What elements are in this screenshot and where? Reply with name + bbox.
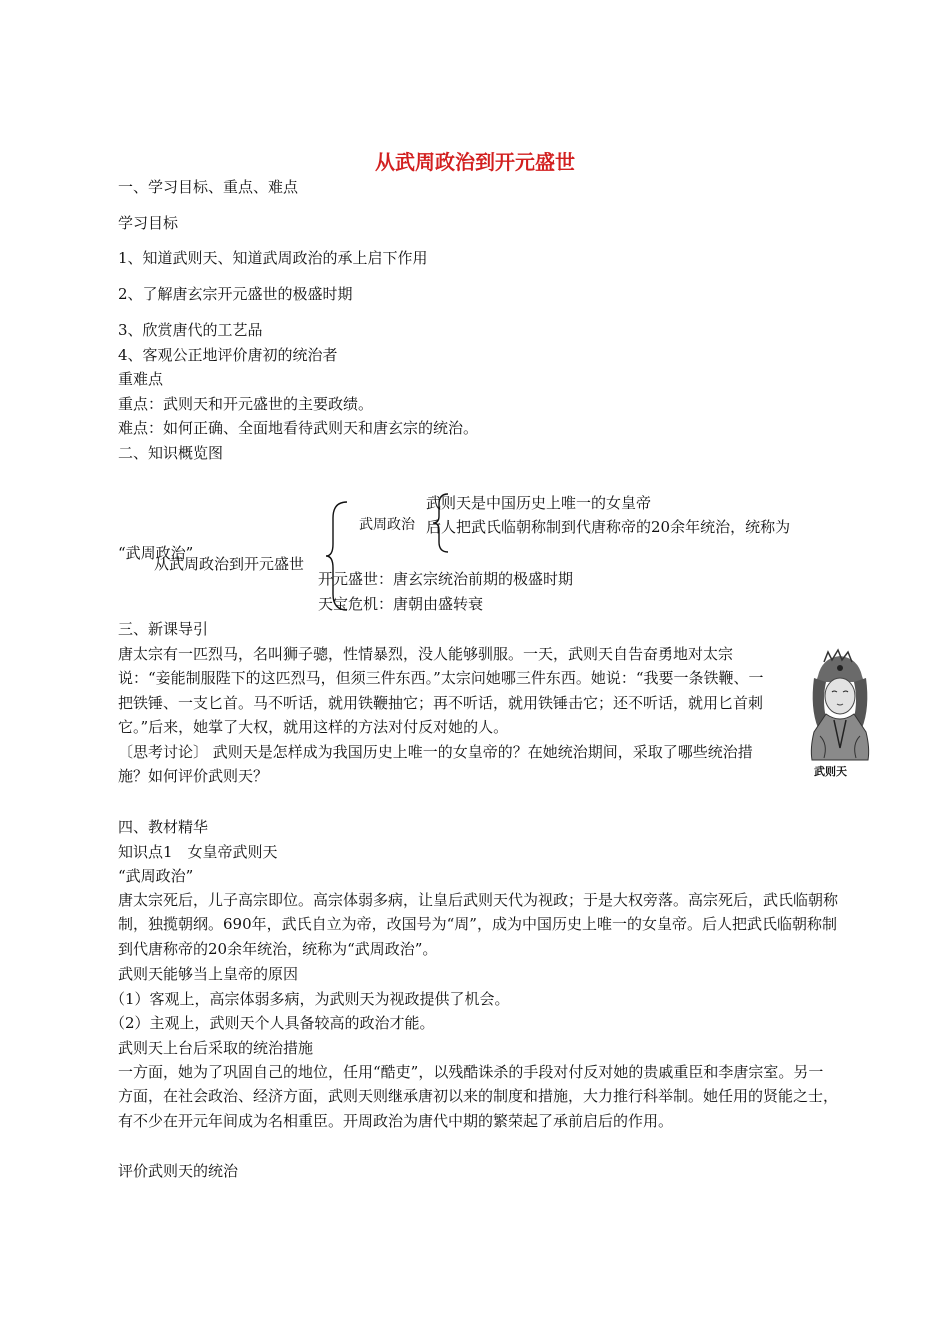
- chart-branch-tianbao: 天宝危机：唐朝由盛转衰: [318, 595, 484, 613]
- chart-branch-kaiyuan: 开元盛世：唐玄宗统治前期的极盛时期: [318, 570, 574, 588]
- section-1-heading: 一、学习目标、重点、难点: [118, 178, 299, 196]
- goal-item-4: 4、客观公正地评价唐初的统治者: [118, 346, 338, 364]
- subheading-wuzhou: “武周政治”: [118, 867, 194, 885]
- chart-leaf-2: 后人把武氏临朝称制到代唐称帝的20余年统治，统称为: [426, 518, 791, 536]
- measures-paragraph: 一方面，她为了巩固自己的地位，任用“酷吏”，以残酷诛杀的手段对付反对她的贵戚重臣和李唐宗室。另一方面，在社会政治、经济方面，武则天则继承唐初以来的制度和措施，大力推行科举制。她任用的贤能之士，有不少在开元年间成为名相重臣。开周政治为唐代中期的繁荣起了承前启后的作用。: [118, 1063, 839, 1130]
- subheading-measures: 武则天上台后采取的统治措施: [118, 1039, 314, 1057]
- intro-story-block: [118, 642, 838, 788]
- goal-item-2: 2、了解唐玄宗开元盛世的极盛时期: [118, 285, 353, 303]
- chart-root: 从武周政治到开元盛世: [154, 555, 305, 573]
- goal-item-1: 1、知道武则天、知道武周政治的承上启下作用: [118, 249, 428, 267]
- measures-paragraph-block: [118, 1060, 838, 1133]
- section-2-heading: 二、知识概览图: [118, 444, 224, 462]
- wuzhou-paragraph-block: [118, 888, 838, 961]
- discussion-question: 〔思考讨论〕 武则天是怎样成为我国历史上唯一的女皇帝的？在她统治期间，采取了哪些统治措施？如何评价武则天？: [118, 742, 753, 786]
- key-point: 重点：武则天和开元盛世的主要政绩。: [118, 395, 374, 413]
- goals-label: 学习目标: [118, 214, 179, 232]
- subheading-evaluation: 评价武则天的统治: [118, 1162, 239, 1180]
- chart-branch-wuzhou: 武周政治: [359, 517, 415, 533]
- difficult-point: 难点：如何正确、全面地看待武则天和唐玄宗的统治。: [118, 419, 479, 437]
- page-title: 从武周政治到开元盛世: [375, 150, 575, 174]
- section-3-heading: 三、新课导引: [118, 620, 209, 638]
- reason-2: （2）主观上，武则天个人具备较高的政治才能。: [110, 1014, 435, 1032]
- portrait-caption: 武则天: [814, 765, 847, 778]
- wuzhou-paragraph: 唐太宗死后，儿子高宗即位。高宗体弱多病，让皇后武则天代为视政；于是大权旁落。高宗死后，武氏临朝称制，独揽朝纲。690年，武氏自立为帝，改国号为“周”，成为中国历史上唯一的女皇帝。后人把武氏临朝称制到代唐称帝的20余年统治，统称为“武周政治”。: [118, 891, 839, 958]
- goal-item-3: 3、欣赏唐代的工艺品: [118, 321, 263, 339]
- chart-leaf-1: 武则天是中国历史上唯一的女皇帝: [426, 494, 652, 512]
- subheading-reasons: 武则天能够当上皇帝的原因: [118, 965, 299, 983]
- reason-1: （1）客观上，高宗体弱多病，为武则天为视政提供了机会。: [110, 990, 510, 1008]
- chart-leaf-2-continued: “武周政治”: [118, 544, 194, 562]
- wu-zetian-portrait: [804, 648, 876, 782]
- section-4-heading: 四、教材精华: [118, 818, 209, 836]
- key-label: 重难点: [118, 370, 164, 388]
- intro-story: 唐太宗有一匹烈马，名叫狮子骢，性情暴烈，没人能够驯服。一天，武则天自告奋勇地对太宗说：“妾能制服陛下的这匹烈马，但须三件东西。”太宗问她哪三件东西。她说：“我要一条铁鞭、一把铁锤、一支匕首。马不听话，就用铁鞭抽它；再不听话，就用铁锤击它；还不听话，就用匕首刺它。”后来，她掌了大权，就用这样的方法对付反对她的人。: [118, 645, 764, 737]
- knowledge-point-1: 知识点1 女皇帝武则天: [118, 843, 278, 861]
